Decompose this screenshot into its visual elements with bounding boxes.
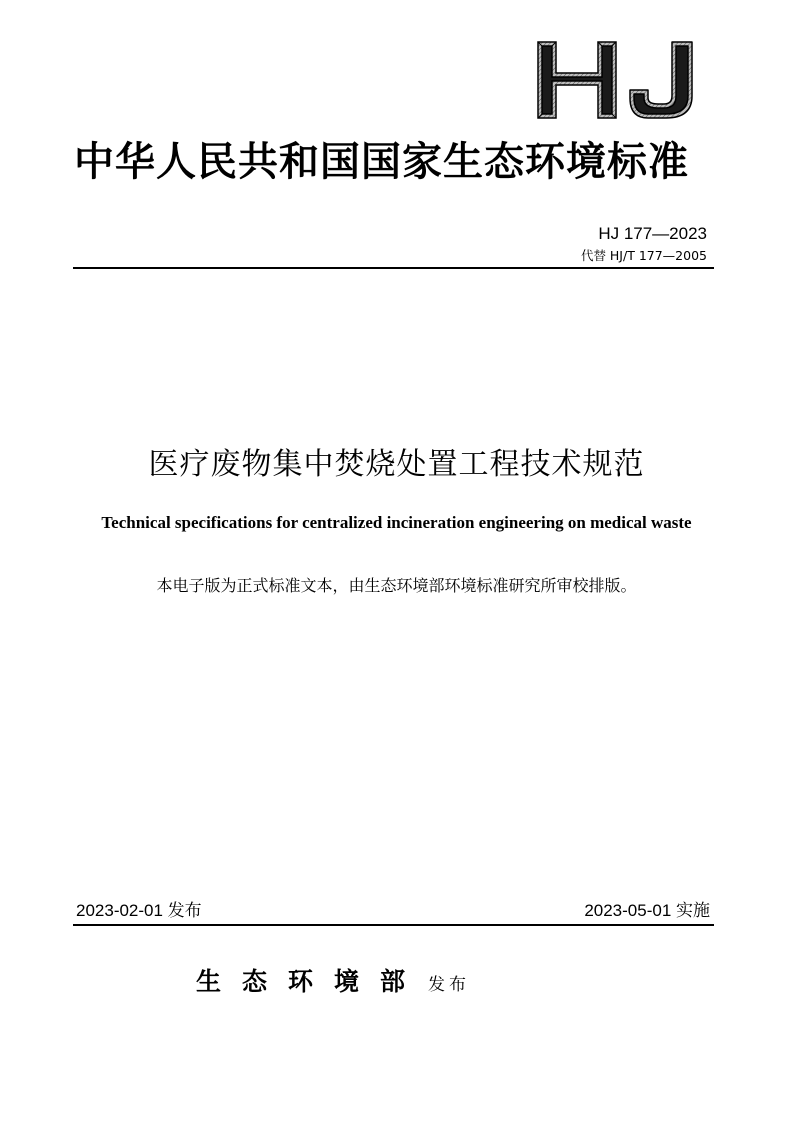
document-title-chinese: 医疗废物集中焚烧处置工程技术规范: [148, 447, 645, 482]
issuer-suffix: 发布: [428, 975, 471, 995]
footer-divider: [73, 924, 714, 926]
issue-date: 2023-02-01 发布: [76, 901, 202, 920]
standard-body-title: 中华人民共和国国家生态环境标准: [74, 138, 689, 185]
implementation-date: 2023-05-01 实施: [584, 901, 710, 920]
standard-number: HJ 177—2023: [598, 224, 707, 243]
replaces-standard: 代替 HJ/T 177—2005: [580, 248, 707, 263]
header-divider: [73, 267, 714, 269]
issuer-line: [196, 964, 470, 1003]
electronic-version-note: 本电子版为正式标准文本，由生态环境部环境标准研究所审校排版。: [156, 576, 637, 595]
hj-logo: [536, 40, 696, 120]
document-title-english: Technical specifications for centralized incineration engineering on medical waste: [101, 513, 692, 532]
hj-logo-graphic: [536, 40, 696, 120]
issuer-name: 生态环境部: [196, 967, 427, 996]
